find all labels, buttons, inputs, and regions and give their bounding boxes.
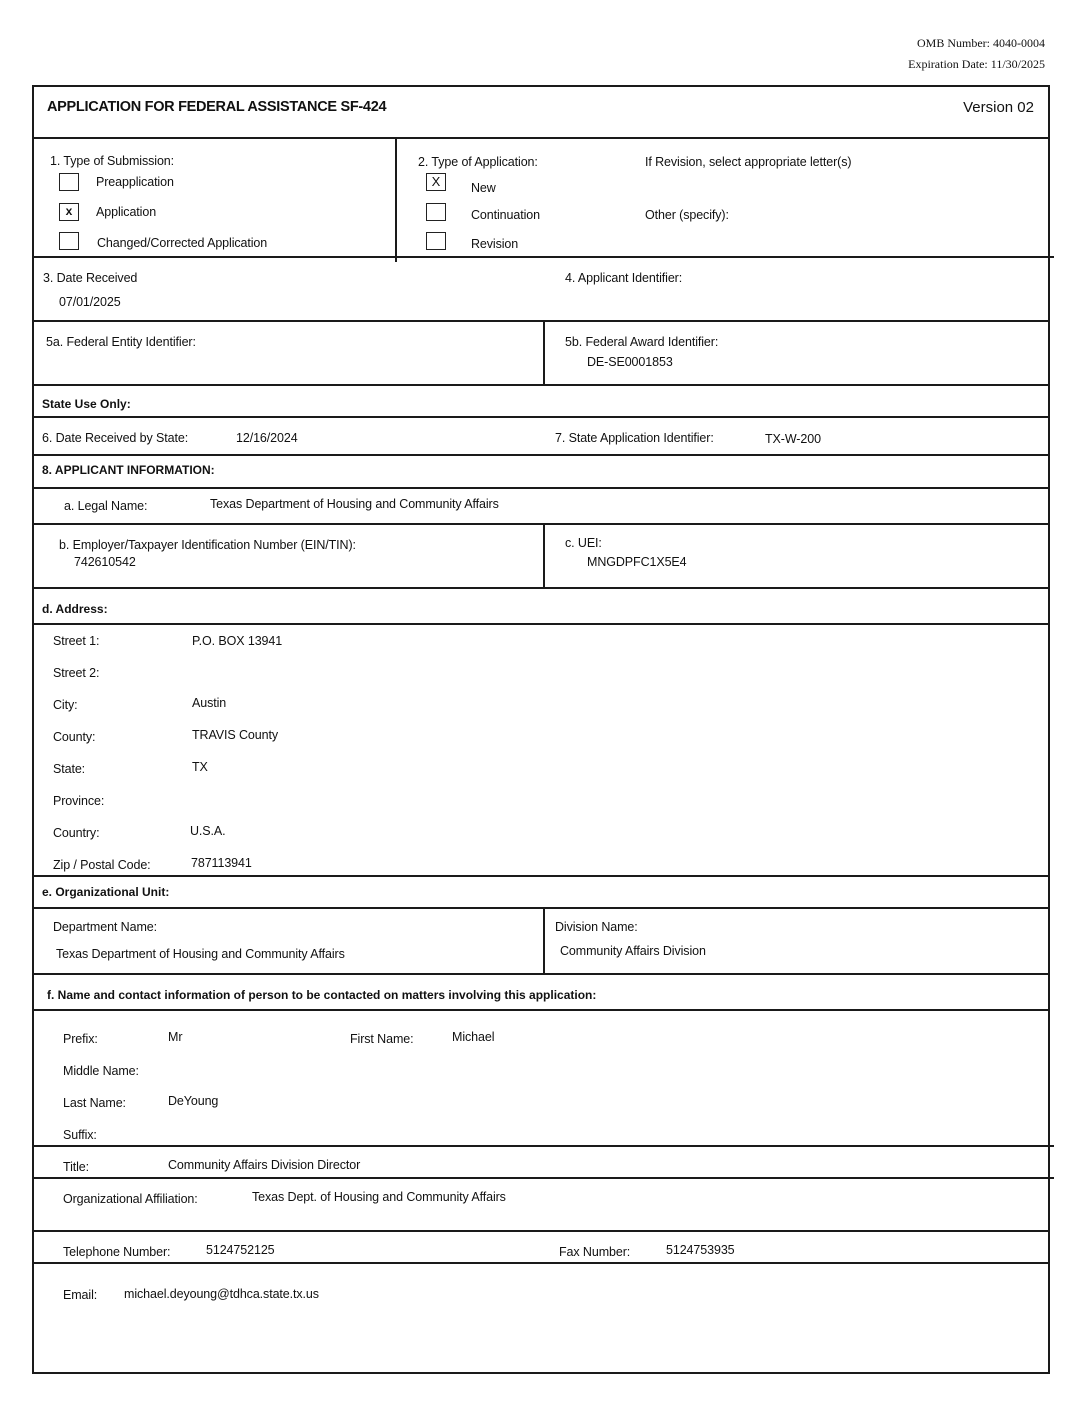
form-frame [32, 85, 1050, 1374]
divider [33, 973, 1050, 975]
street1-label: Street 1: [53, 634, 100, 648]
divider [33, 875, 1050, 877]
legal-name-label: a. Legal Name: [64, 499, 148, 513]
email-label: Email: [63, 1288, 98, 1302]
province-label: Province: [53, 794, 105, 808]
applicant-info-heading: 8. APPLICANT INFORMATION: [42, 463, 215, 477]
divider [33, 623, 1050, 625]
divider [33, 1009, 1050, 1011]
prefix-label: Prefix: [63, 1032, 98, 1046]
divider [33, 256, 1054, 258]
application-type-label: 2. Type of Application: [418, 155, 538, 169]
preapplication-label: Preapplication [96, 175, 174, 189]
first-name-value[interactable]: Michael [452, 1030, 495, 1044]
checkbox-continuation[interactable] [426, 203, 446, 221]
form-version: Version 02 [963, 99, 1034, 116]
country-value[interactable]: U.S.A. [190, 824, 226, 838]
county-label: County: [53, 730, 96, 744]
city-label: City: [53, 698, 78, 712]
federal-entity-identifier-label: 5a. Federal Entity Identifier: [46, 335, 196, 349]
divider [33, 137, 1050, 139]
date-received-by-state-label: 6. Date Received by State: [42, 431, 189, 445]
applicant-identifier-label: 4. Applicant Identifier: [565, 271, 683, 285]
telephone-label: Telephone Number: [63, 1245, 171, 1259]
street1-value[interactable]: P.O. BOX 13941 [192, 634, 283, 648]
divider [543, 908, 545, 974]
divider [33, 487, 1050, 489]
checkbox-new[interactable]: X [426, 173, 446, 191]
title-value[interactable]: Community Affairs Division Director [168, 1158, 361, 1172]
title-label: Title: [63, 1160, 90, 1174]
ein-label: b. Employer/Taxpayer Identification Number (EIN/TIN): [59, 538, 356, 552]
state-application-identifier-value[interactable]: TX-W-200 [765, 432, 821, 446]
divider [33, 1262, 1050, 1264]
uei-value[interactable]: MNGDPFC1X5E4 [587, 555, 687, 569]
submission-type-label: 1. Type of Submission: [50, 154, 175, 168]
revision-label: Revision [471, 237, 519, 251]
last-name-label: Last Name: [63, 1096, 126, 1110]
legal-name-value[interactable]: Texas Department of Housing and Community Affairs [210, 497, 499, 511]
federal-award-identifier-value[interactable]: DE-SE0001853 [587, 355, 673, 369]
date-received-label: 3. Date Received [43, 271, 138, 285]
divider [33, 384, 1050, 386]
division-name-label: Division Name: [555, 920, 638, 934]
street2-label: Street 2: [53, 666, 100, 680]
date-received-by-state-value[interactable]: 12/16/2024 [236, 431, 298, 445]
division-name-value[interactable]: Community Affairs Division [560, 944, 706, 958]
middle-name-label: Middle Name: [63, 1064, 139, 1078]
fax-label: Fax Number: [559, 1245, 631, 1259]
state-use-heading: State Use Only: [42, 397, 131, 411]
address-heading: d. Address: [42, 602, 108, 616]
new-label: New [471, 181, 496, 195]
department-name-value[interactable]: Texas Department of Housing and Community Affairs [56, 947, 345, 961]
divider [33, 416, 1050, 418]
county-value[interactable]: TRAVIS County [192, 728, 278, 742]
state-value[interactable]: TX [192, 760, 208, 774]
divider [33, 1145, 1054, 1147]
omb-number: OMB Number: 4040-0004 [917, 36, 1045, 50]
checkbox-preapplication[interactable] [59, 173, 79, 191]
changed-corrected-label: Changed/Corrected Application [97, 236, 268, 250]
zip-label: Zip / Postal Code: [53, 858, 151, 872]
other-specify-label: Other (specify): [645, 208, 729, 222]
checkbox-changed-corrected[interactable] [59, 232, 79, 250]
contact-heading: f. Name and contact information of person to be contacted on matters involving this application: [47, 988, 597, 1002]
prefix-value[interactable]: Mr [168, 1030, 183, 1044]
org-unit-heading: e. Organizational Unit: [42, 885, 170, 899]
divider [33, 320, 1050, 322]
divider [33, 454, 1050, 456]
divider [395, 139, 397, 262]
telephone-value[interactable]: 5124752125 [206, 1243, 275, 1257]
suffix-label: Suffix: [63, 1128, 97, 1142]
affiliation-value[interactable]: Texas Dept. of Housing and Community Affairs [252, 1190, 506, 1204]
divider [33, 587, 1050, 589]
affiliation-label: Organizational Affiliation: [63, 1192, 198, 1206]
divider [543, 524, 545, 588]
federal-award-identifier-label: 5b. Federal Award Identifier: [565, 335, 719, 349]
divider [33, 907, 1050, 909]
expiration-date: Expiration Date: 11/30/2025 [908, 57, 1045, 71]
zip-value[interactable]: 787113941 [191, 856, 252, 870]
form-title: APPLICATION FOR FEDERAL ASSISTANCE SF-424 [47, 99, 387, 115]
uei-label: c. UEI: [565, 536, 602, 550]
first-name-label: First Name: [350, 1032, 414, 1046]
state-label: State: [53, 762, 86, 776]
city-value[interactable]: Austin [192, 696, 227, 710]
state-application-identifier-label: 7. State Application Identifier: [555, 431, 714, 445]
fax-value[interactable]: 5124753935 [666, 1243, 735, 1257]
divider [33, 523, 1050, 525]
email-value[interactable]: michael.deyoung@tdhca.state.tx.us [124, 1287, 319, 1301]
date-received-value[interactable]: 07/01/2025 [59, 295, 121, 309]
divider [543, 321, 545, 385]
country-label: Country: [53, 826, 100, 840]
revision-letters-label: If Revision, select appropriate letter(s) [645, 155, 852, 169]
department-name-label: Department Name: [53, 920, 157, 934]
last-name-value[interactable]: DeYoung [168, 1094, 219, 1108]
continuation-label: Continuation [471, 208, 540, 222]
application-label: Application [96, 205, 157, 219]
ein-value[interactable]: 742610542 [74, 555, 136, 569]
divider [33, 1177, 1054, 1179]
checkbox-application[interactable]: x [59, 203, 79, 221]
checkbox-revision[interactable] [426, 232, 446, 250]
divider [33, 1230, 1050, 1232]
